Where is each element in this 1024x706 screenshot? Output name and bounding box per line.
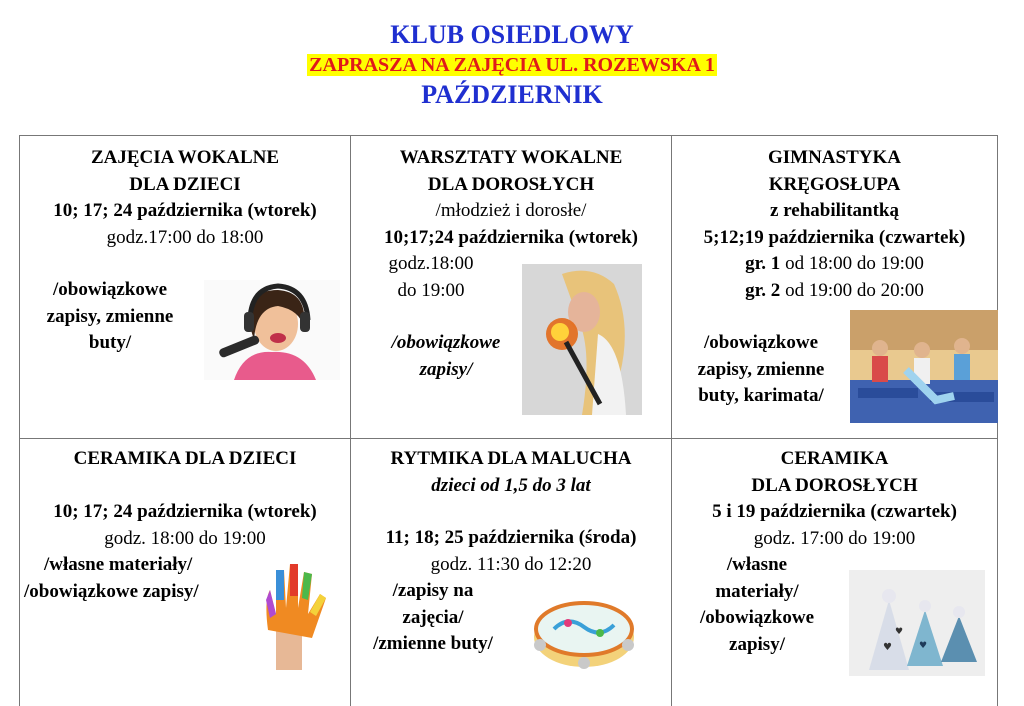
cell-vocal-children [20,145,350,251]
note-line: zajęcia/ [402,606,464,628]
note-line: /obowiązkowe [704,332,818,353]
cell-spine-gymnastics [672,145,997,304]
hours-line: godz.18:00 [388,253,474,274]
activity-title: ZAJĘCIA WOKALNE [90,147,280,168]
activity-title: CERAMIKA [780,448,889,469]
painted-hand-image [246,560,332,670]
table-divider [20,438,998,439]
svg-text:♥: ♥ [919,641,928,651]
cell-rhythmics-details [351,525,671,578]
activity-title: DLA DZIECI [129,173,241,195]
activity-notes [672,552,842,658]
note-line: materiały/ [715,580,799,602]
note-line: buty/ [88,332,132,353]
svg-text:♥: ♥ [883,642,892,653]
activity-audience: dzieci od 1,5 do 3 lat [431,474,591,496]
svg-text:♥: ♥ [895,627,904,637]
woman-singing-image [522,264,642,415]
invitation-banner [0,54,1024,77]
hours-line: do 19:00 [397,279,465,301]
activity-title: GIMNASTYKA [767,147,901,168]
note-line: /własne [726,554,788,575]
schedule-table [19,135,998,706]
activity-hours: godz. 11:30 do 12:20 [430,553,592,575]
note-line: zapisy/ [729,633,785,655]
ceramic-figurines-image [849,570,985,676]
activity-notes [358,578,508,658]
activity-title: WARSZTATY WOKALNE [399,147,623,168]
invitation-text: ZAPRASZA NA ZAJĘCIA UL. ROZEWSKA 1 [309,54,715,76]
activity-hours: godz. 18:00 do 19:00 [104,527,266,549]
club-title: KLUB OSIEDLOWY [390,20,634,49]
note-line: /zapisy na [392,580,474,601]
group-label: gr. 2 [745,279,781,301]
activity-notes [672,330,850,410]
tambourine-image [528,591,643,673]
group-hours: od 18:00 do 19:00 [780,253,924,274]
note-line: /obowiązkowe [391,332,501,353]
group-hours: od 19:00 do 20:00 [780,279,924,301]
group-label: gr. 1 [745,253,781,274]
activity-dates: 11; 18; 25 października (środa) [385,527,637,548]
note-line: zapisy, zmienne [697,358,825,380]
activity-hours: godz. 17:00 do 19:00 [753,527,916,549]
note-line: /obowiązkowe [700,607,814,628]
activity-dates: 10;17;24 października (wtorek) [383,226,638,248]
group-exercise-image [850,310,998,423]
activity-audience: /młodzież i dorosłe/ [435,200,587,221]
activity-notes [20,277,200,357]
cell-ceramics-adults [672,446,997,552]
cell-ceramics-children [20,446,350,473]
activity-title: KRĘGOSŁUPA [768,173,901,195]
cell-rhythmics [351,446,671,499]
note-line: /obowiązkowe [53,279,167,300]
activity-notes [24,552,264,605]
activity-dates: 5;12;19 października (czwartek) [703,226,966,248]
activity-subtitle: z rehabilitantką [770,200,899,221]
note-line: zapisy/ [419,358,473,380]
cell-vocal-adults [351,145,671,251]
activity-title: DLA DOROSŁYCH [427,173,595,195]
activity-title: RYTMIKA DLA MALUCHA [390,448,632,469]
activity-dates: 10; 17; 24 października (wtorek) [53,501,317,522]
note-line: buty, karimata/ [698,385,824,406]
activity-hours: godz.17:00 do 18:00 [106,226,264,248]
activity-hours [351,251,511,304]
girl-singing-image [204,280,340,380]
note-line: /własne materiały/ [44,554,193,575]
group-2-line [672,278,997,305]
note-line: /obowiązkowe zapisy/ [24,580,199,602]
cell-ceramics-children-details [20,499,350,552]
note-line: zapisy, zmienne [46,305,174,327]
activity-title: CERAMIKA DLA DZIECI [73,448,297,469]
activity-notes [351,330,541,383]
activity-title: DLA DOROSŁYCH [751,474,918,496]
month-title: PAŹDZIERNIK [421,80,603,109]
activity-dates: 5 i 19 października (czwartek) [712,501,957,522]
group-1-line [672,251,997,278]
activity-dates: 10; 17; 24 października (wtorek) [53,200,317,221]
note-line: /zmienne buty/ [373,633,493,654]
